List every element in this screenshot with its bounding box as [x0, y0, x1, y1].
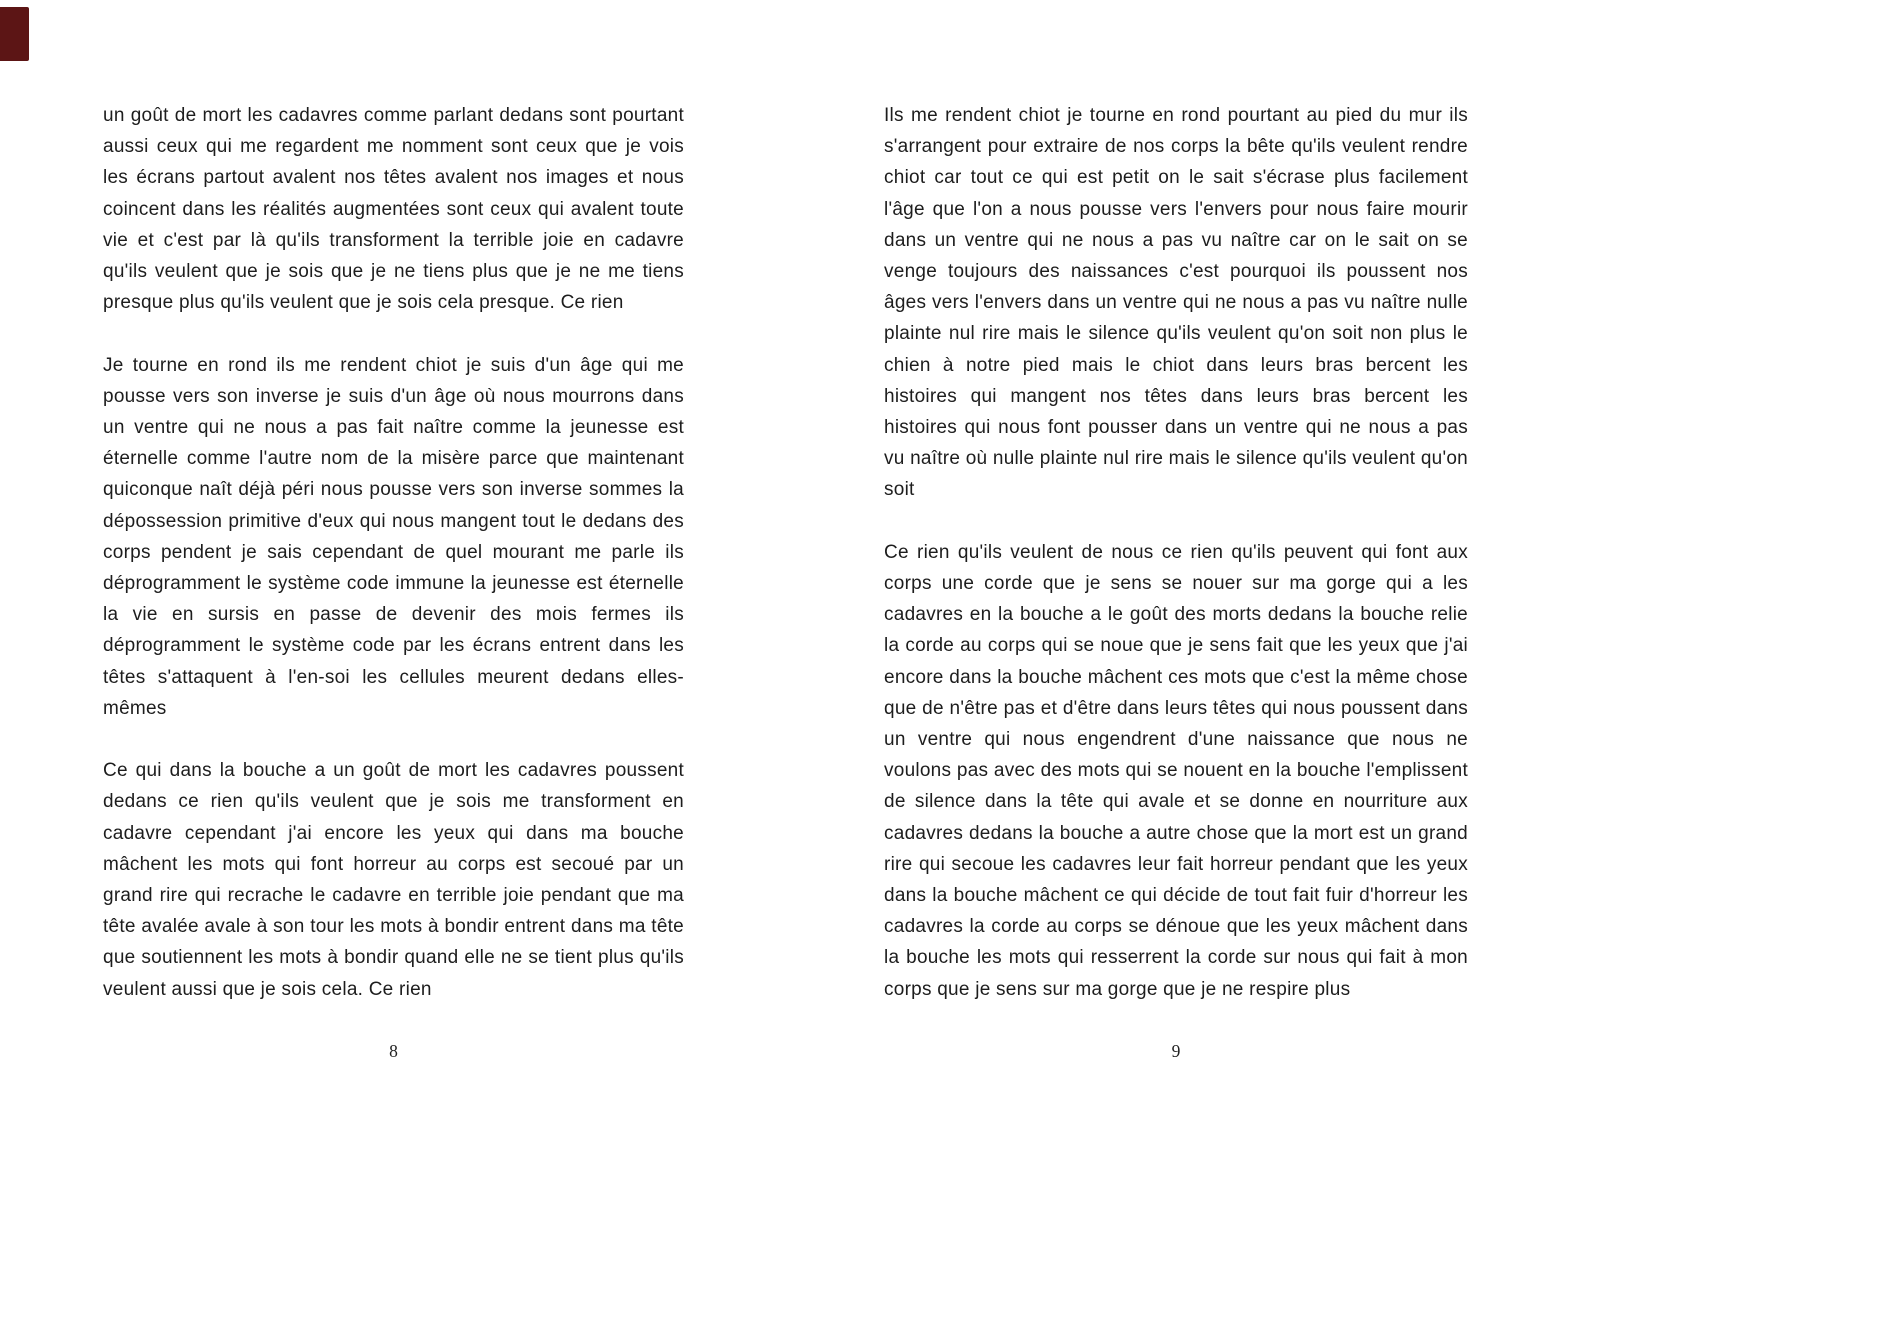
corner-mark [0, 7, 29, 61]
paragraph: Ce rien qu'ils veulent de nous ce rien qu'ils peuvent qui font aux corps une corde que je sens se nouer sur ma gorge qui a les cadavres en la bouche a le goût des morts dedans la bouche relie la corde au corps qui se noue que je sens fait que les yeux que j'ai encore dans la bouche mâchent ces mots que c'est la même chose que de n'être pas et d'être dans leurs têtes qui nous poussent dans un ventre qui nous engendrent d'une naissance que nous ne voulons pas avec des mots qui se nouent en la bouche l'emplissent de silence dans la tête qui avale et se donne en nourriture aux cadavres dedans la bouche a autre chose que la mort est un grand rire qui secoue les cadavres leur fait horreur pendant que les yeux dans la bouche mâchent ce qui décide de tout fait fuir d'horreur les cadavres la corde au corps se dénoue que les yeux mâchent dans la bouche les mots qui resserrent la corde sur nous qui fait à mon corps que je sens sur ma gorge que je ne respire plus [884, 541, 1468, 1000]
page-8-text [103, 100, 684, 1005]
page-number-left: 8 [389, 1041, 398, 1061]
page-number-right: 9 [1171, 1041, 1181, 1061]
paragraph: Ce qui dans la bouche a un goût de mort les cadavres poussent dedans ce rien qu'ils veulent que je sois me transforment en cadavre cependant j'ai encore les yeux qui dans ma bouche mâchent les mots qui font horreur au corps est secoué par un grand rire qui recrache le cadavre en terrible joie pendant que ma tête avalée avale à son tour les mots à bondir entrent dans ma tête que soutiennent les mots à bondir quand elle ne se tient plus qu'ils veulent aussi que je sois cela. Ce rien [103, 760, 684, 1000]
page-9-text [884, 100, 1468, 1005]
paragraph: Je tourne en rond ils me rendent chiot je suis d'un âge qui me pousse vers son inverse je suis d'un âge où nous mourrons dans un ventre qui ne nous a pas fait naître comme la jeunesse est éternelle comme l'autre nom de la misère parce que maintenant quiconque naît déjà péri nous pousse vers son inverse sommes la dépossession primitive d'eux qui nous mangent tout le dedans des corps pendent je sais cependant de quel mourant me parle ils déprogramment le système code immune la jeunesse est éternelle la vie en sursis en passe de devenir des mois fermes ils déprogramment le système code par les écrans entrent dans les têtes s'attaquent à l'en-soi les cellules meurent dedans elles-mêmes [103, 354, 684, 719]
paragraph: un goût de mort les cadavres comme parlant dedans sont pourtant aussi ceux qui me regardent me nomment sont ceux que je vois les écrans partout avalent nos têtes avalent nos images et nous coincent dans les réalités augmentées sont ceux qui avalent toute vie et c'est par là qu'ils transforment la terrible joie en cadavre qu'ils veulent que je sois que je ne tiens plus que je ne me tiens presque plus qu'ils veulent que je sois cela presque. Ce rien [103, 105, 684, 314]
paragraph: Ils me rendent chiot je tourne en rond pourtant au pied du mur ils s'arrangent pour extraire de nos corps la bête qu'ils veulent rendre chiot car tout ce qui est petit on le sait s'écrase plus facilement l'âge que l'on a nous pousse vers l'envers pour nous faire mourir dans un ventre qui ne nous a pas vu naître car on le sait on se venge toujours des naissances c'est pourquoi ils poussent nos âges vers l'envers dans un ventre qui ne nous a pas vu naître nulle plainte nul rire mais le silence qu'ils veulent qu'on soit non plus le chien à notre pied mais le chiot dans leurs bras bercent les histoires qui mangent nos têtes dans leurs bras bercent les histoires qui nous font pousser dans un ventre qui ne nous a pas vu naître où nulle plainte nul rire mais le silence qu'ils veulent qu'on soit [884, 105, 1468, 501]
